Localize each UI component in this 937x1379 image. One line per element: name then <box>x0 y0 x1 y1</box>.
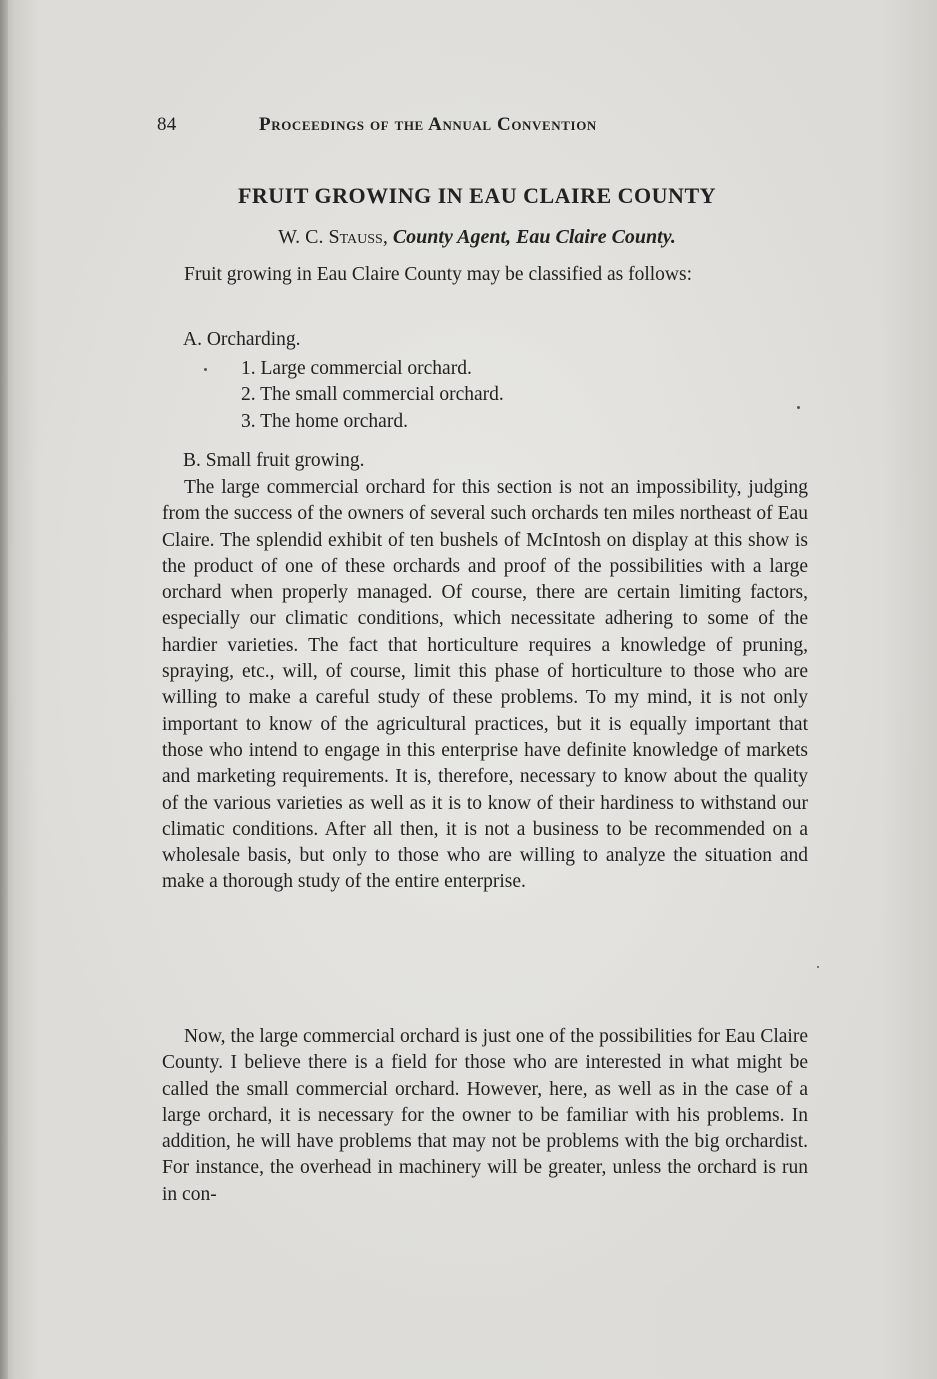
outline-heading-b: B. Small fruit growing. <box>183 450 365 471</box>
outline-list <box>241 356 504 435</box>
outline-item: 3. The home orchard. <box>241 410 408 432</box>
running-head <box>157 114 717 140</box>
author-role: County Agent, Eau Claire County. <box>392 226 676 248</box>
article-title: FRUIT GROWING IN EAU CLAIRE COUNTY <box>237 183 717 208</box>
page-binding-edge <box>0 0 8 1379</box>
print-speck <box>797 406 800 409</box>
page-number: 84 <box>157 114 177 135</box>
intro-paragraph: Fruit growing in Eau Claire County may be classified as follows: <box>184 264 692 285</box>
print-speck <box>204 368 207 371</box>
outline-item: 1. Large commercial orchard. <box>241 358 472 379</box>
print-speck <box>817 966 819 968</box>
body-paragraph: The large commercial orchard for this section is not an impossibility, judging from the success of the owners of several such orchards ten miles northeast of Eau Claire. The splendid exhibit of ten bushels of McIntosh on display at this show is the product of one of these orchards and proof of the possibilities with a large orchard when properly managed. Of course, there are certain limiting factors, especially our climatic conditions, which necessitate adhering to some of the hardier varieties. The fact that horticulture requires a knowledge of pruning, spraying, etc., will, of course, limit this phase of horticulture to those who are willing to make a careful study of these problems. To my mind, it is not only important to know of the agricultural practices, but it is equally important that those who intend to engage in this enterprise have definite knowledge of markets and marketing requirements. It is, therefore, necessary to know about the quality of the various varieties as well as it is to know of their hardiness to withstand our climatic conditions. After all then, it is not a business to be recommended on a wholesale basis, but only to those who are willing to analyze the situation and make a thorough study of the entire enterprise. <box>162 477 808 893</box>
byline <box>150 226 804 249</box>
outline-heading-a: A. Orcharding. <box>183 329 301 350</box>
body-paragraph: Now, the large commercial orchard is just one of the possibilities for Eau Claire County. I believe there is a field for those who are interested in what might be called the small commercial orchard. However, here, as well as in the case of a large orchard, it is necessary for the owner to be familiar with his problems. In addition, he will have problems that may not be problems with the big orchardist. For instance, the overhead in machinery will be greater, unless the orchard is run in con- <box>162 1026 808 1205</box>
outline-item: 2. The small commercial orchard. <box>241 384 504 406</box>
journal-title: Proceedings of the Annual Convention <box>259 114 597 135</box>
author-name: W. C. Stauss, <box>278 226 388 248</box>
